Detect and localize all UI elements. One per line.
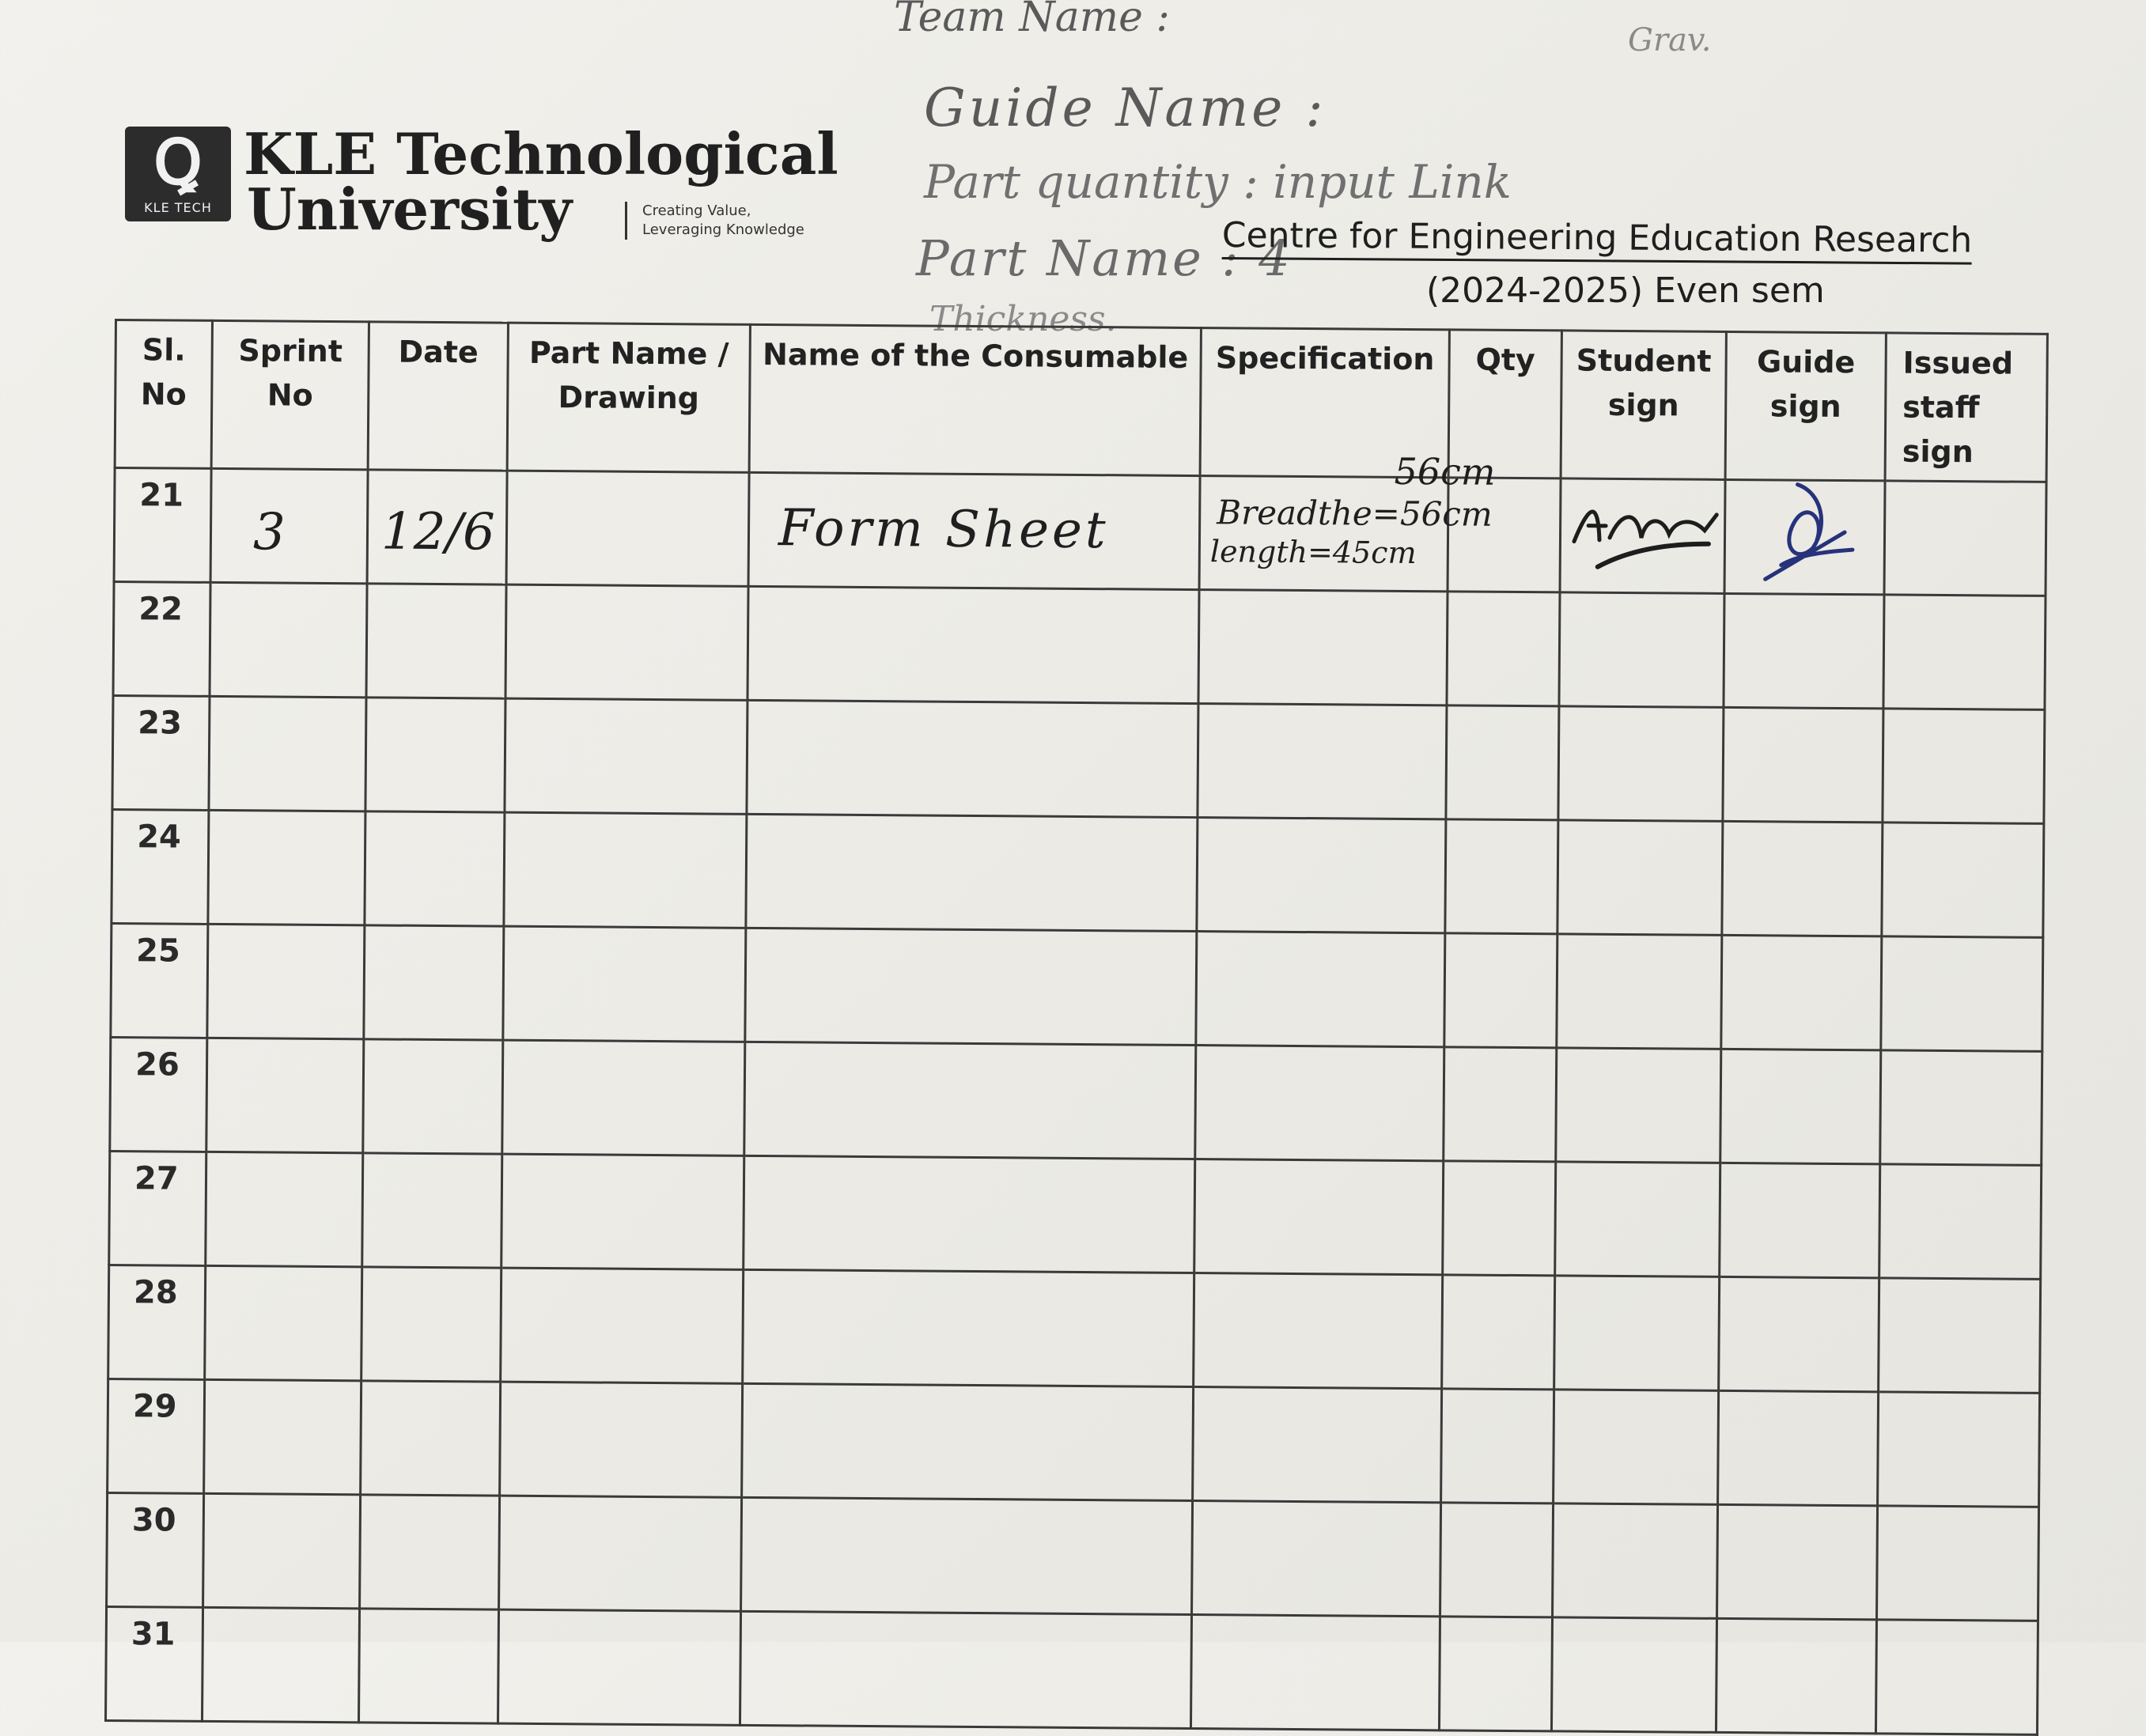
row-qty <box>1444 933 1557 1048</box>
row-part-name <box>500 1382 743 1497</box>
row-consumable <box>744 1155 1195 1273</box>
brand-name-line2: University <box>247 176 573 243</box>
row-issued-staff-sign <box>1881 936 2043 1051</box>
row-sl-no: 25 <box>111 923 208 1038</box>
row-specification <box>1198 704 1447 819</box>
date-value: 12/6 <box>380 502 496 562</box>
table-row <box>112 809 2044 937</box>
row-qty <box>1440 1503 1554 1617</box>
table-row <box>114 468 2046 596</box>
row-qty <box>1447 592 1560 706</box>
row-qty <box>1442 1275 1555 1390</box>
row-guide-sign <box>1719 1276 1879 1391</box>
spec-line1: Breadthe=56cm <box>1217 493 1493 534</box>
row-sl-no: 28 <box>108 1265 206 1379</box>
row-student-sign <box>1556 1048 1721 1163</box>
handwritten-part-name: Part Name : 4 <box>916 229 1293 287</box>
row-qty <box>1441 1389 1554 1503</box>
row-specification <box>1194 1273 1443 1389</box>
row-sprint-no <box>203 1493 361 1608</box>
row-sl-no: 23 <box>112 695 210 810</box>
row-consumable <box>747 700 1198 817</box>
header-date: Date <box>368 322 508 471</box>
row-guide-sign <box>1718 1390 1879 1505</box>
row-specification <box>1194 1159 1444 1275</box>
row-qty <box>1394 449 1561 592</box>
row-guide-sign <box>1723 707 1883 822</box>
row-issued-staff-sign <box>1878 1392 2040 1507</box>
row-issued-staff-sign <box>1879 1278 2041 1393</box>
row-specification <box>1195 1046 1444 1161</box>
row-consumable <box>748 586 1199 703</box>
row-issued-staff-sign <box>1883 709 2045 823</box>
qty-note: 56cm <box>1394 449 1496 494</box>
row-part-name <box>503 926 746 1042</box>
row-sl-no: 31 <box>106 1606 203 1721</box>
handwritten-part-quantity: Part quantity : input Link <box>924 155 1512 209</box>
row-guide-sign <box>1722 821 1883 936</box>
table-row <box>110 1037 2042 1165</box>
row-date <box>364 925 504 1040</box>
row-part-name <box>504 812 747 928</box>
row-issued-staff-sign <box>1882 823 2044 937</box>
row-guide-sign <box>1717 1504 1878 1619</box>
row-issued-staff-sign <box>1877 1506 2039 1621</box>
row-qty <box>1446 705 1559 820</box>
handwritten-guide-name: Guide Name : <box>924 78 1327 138</box>
row-consumable <box>746 814 1198 931</box>
row-specification <box>1198 590 1448 705</box>
row-issued-staff-sign <box>1884 481 2046 596</box>
table-header-row <box>115 320 2047 482</box>
header-student-sign: Student sign <box>1561 331 1726 480</box>
guide-signature-icon <box>1750 476 1861 588</box>
row-sl-no: 21 <box>114 468 211 583</box>
row-student-sign <box>1554 1390 1719 1505</box>
row-qty <box>1445 819 1558 934</box>
row-date <box>365 698 505 812</box>
row-part-name <box>499 1496 742 1611</box>
row-consumable <box>743 1269 1194 1386</box>
row-sl-no: 30 <box>107 1492 204 1607</box>
row-issued-staff-sign <box>1880 1050 2042 1165</box>
brand-name-line1: KLE Technological <box>244 120 838 187</box>
row-sprint-no <box>206 1038 364 1152</box>
table-row <box>106 1606 2038 1734</box>
header-specification: Specification <box>1200 328 1449 478</box>
row-consumable <box>740 1611 1191 1728</box>
logo-badge-text: KLE TECH <box>144 200 212 215</box>
row-part-name <box>505 698 748 814</box>
row-specification <box>1197 818 1446 933</box>
row-guide-sign <box>1724 479 1885 594</box>
row-guide-sign <box>1720 1163 1880 1277</box>
row-issued-staff-sign <box>1883 595 2046 709</box>
handwritten-team-name-extra: Grav. <box>1628 22 1712 59</box>
row-part-name <box>502 1040 745 1155</box>
table-row <box>107 1492 2039 1621</box>
row-consumable <box>741 1497 1193 1614</box>
table-row <box>108 1379 2040 1507</box>
row-issued-staff-sign <box>1875 1620 2038 1734</box>
row-sprint-no <box>204 1379 361 1494</box>
row-date <box>367 470 507 584</box>
student-signature-icon <box>1566 494 1722 573</box>
row-date <box>361 1267 501 1382</box>
row-part-name <box>501 1268 744 1383</box>
row-date <box>360 1495 500 1609</box>
row-student-sign <box>1554 1276 1720 1391</box>
row-student-sign <box>1557 934 1722 1050</box>
tagline-line1: Creating Value, <box>642 202 751 219</box>
logo-emblem-icon: Ꝗ <box>153 127 202 199</box>
table-row <box>112 695 2045 823</box>
handwritten-thickness: Thickness. <box>929 299 1117 339</box>
table-row <box>108 1265 2041 1393</box>
row-consumable <box>745 928 1197 1045</box>
row-guide-sign <box>1724 593 1884 708</box>
row-sprint-no <box>206 1152 363 1266</box>
consumable-value: Form Sheet <box>778 499 1109 561</box>
row-student-sign <box>1557 820 1723 936</box>
row-date <box>363 1039 503 1154</box>
row-specification <box>1190 1615 1440 1730</box>
table-row <box>109 1151 2042 1279</box>
header-sl-no: Sl. No <box>115 320 212 469</box>
academic-year: (2024-2025) Even sem <box>1426 270 1825 311</box>
row-sl-no: 26 <box>110 1037 207 1152</box>
row-sl-no: 24 <box>112 809 209 924</box>
row-student-sign <box>1553 1503 1718 1619</box>
row-date <box>361 1381 501 1496</box>
row-sprint-no <box>210 582 367 697</box>
row-sprint-no <box>210 468 368 583</box>
row-part-name <box>498 1609 740 1725</box>
row-consumable <box>748 472 1200 589</box>
row-student-sign <box>1559 592 1724 708</box>
table-row <box>111 923 2043 1051</box>
row-sprint-no <box>205 1265 362 1380</box>
row-student-sign <box>1558 706 1724 822</box>
row-part-name <box>506 471 749 586</box>
university-logo <box>125 127 231 221</box>
row-consumable <box>744 1042 1196 1159</box>
header-qty: Qty <box>1448 330 1561 478</box>
row-sprint-no <box>202 1607 360 1722</box>
row-sl-no: 27 <box>109 1151 206 1265</box>
row-student-sign <box>1560 478 1725 594</box>
row-qty <box>1443 1161 1556 1276</box>
row-sl-no: 29 <box>108 1379 205 1493</box>
row-sl-no: 22 <box>113 582 210 697</box>
row-part-name <box>501 1154 744 1269</box>
tagline <box>642 202 804 240</box>
header-part-name: Part Name / Drawing <box>507 323 750 472</box>
row-date <box>366 584 506 698</box>
row-qty <box>1439 1617 1552 1731</box>
row-sprint-no <box>207 924 365 1038</box>
table-row <box>113 582 2046 710</box>
row-student-sign <box>1551 1617 1716 1733</box>
row-date <box>362 1153 502 1268</box>
row-specification <box>1199 476 1493 592</box>
row-issued-staff-sign <box>1879 1164 2042 1279</box>
row-sprint-no <box>208 810 365 925</box>
handwritten-team-name: Team Name : <box>894 0 1170 41</box>
row-date <box>365 811 505 926</box>
header-issued-staff-sign: Issued staff sign <box>1885 333 2047 482</box>
centre-title: Centre for Engineering Education Research <box>1222 215 1973 265</box>
row-qty <box>1444 1047 1557 1162</box>
header-consumable: Name of the Consumable <box>749 324 1201 475</box>
sprint-no-value: 3 <box>252 503 286 562</box>
row-specification <box>1193 1387 1442 1503</box>
row-guide-sign <box>1720 1049 1881 1163</box>
row-consumable <box>742 1383 1194 1500</box>
tagline-line2: Leveraging Knowledge <box>642 221 804 238</box>
row-student-sign <box>1555 1162 1720 1277</box>
consumables-table <box>104 319 2049 1736</box>
row-specification <box>1196 932 1445 1047</box>
spec-line2: length=45cm <box>1209 534 1417 571</box>
row-sprint-no <box>209 696 366 811</box>
header-guide-sign: Guide sign <box>1725 331 1886 480</box>
row-part-name <box>505 584 748 700</box>
row-guide-sign <box>1716 1618 1876 1733</box>
row-specification <box>1192 1501 1441 1617</box>
header-sprint-no: Sprint No <box>211 320 369 469</box>
row-date <box>358 1609 498 1723</box>
tagline-divider <box>625 202 627 240</box>
row-guide-sign <box>1721 935 1882 1050</box>
